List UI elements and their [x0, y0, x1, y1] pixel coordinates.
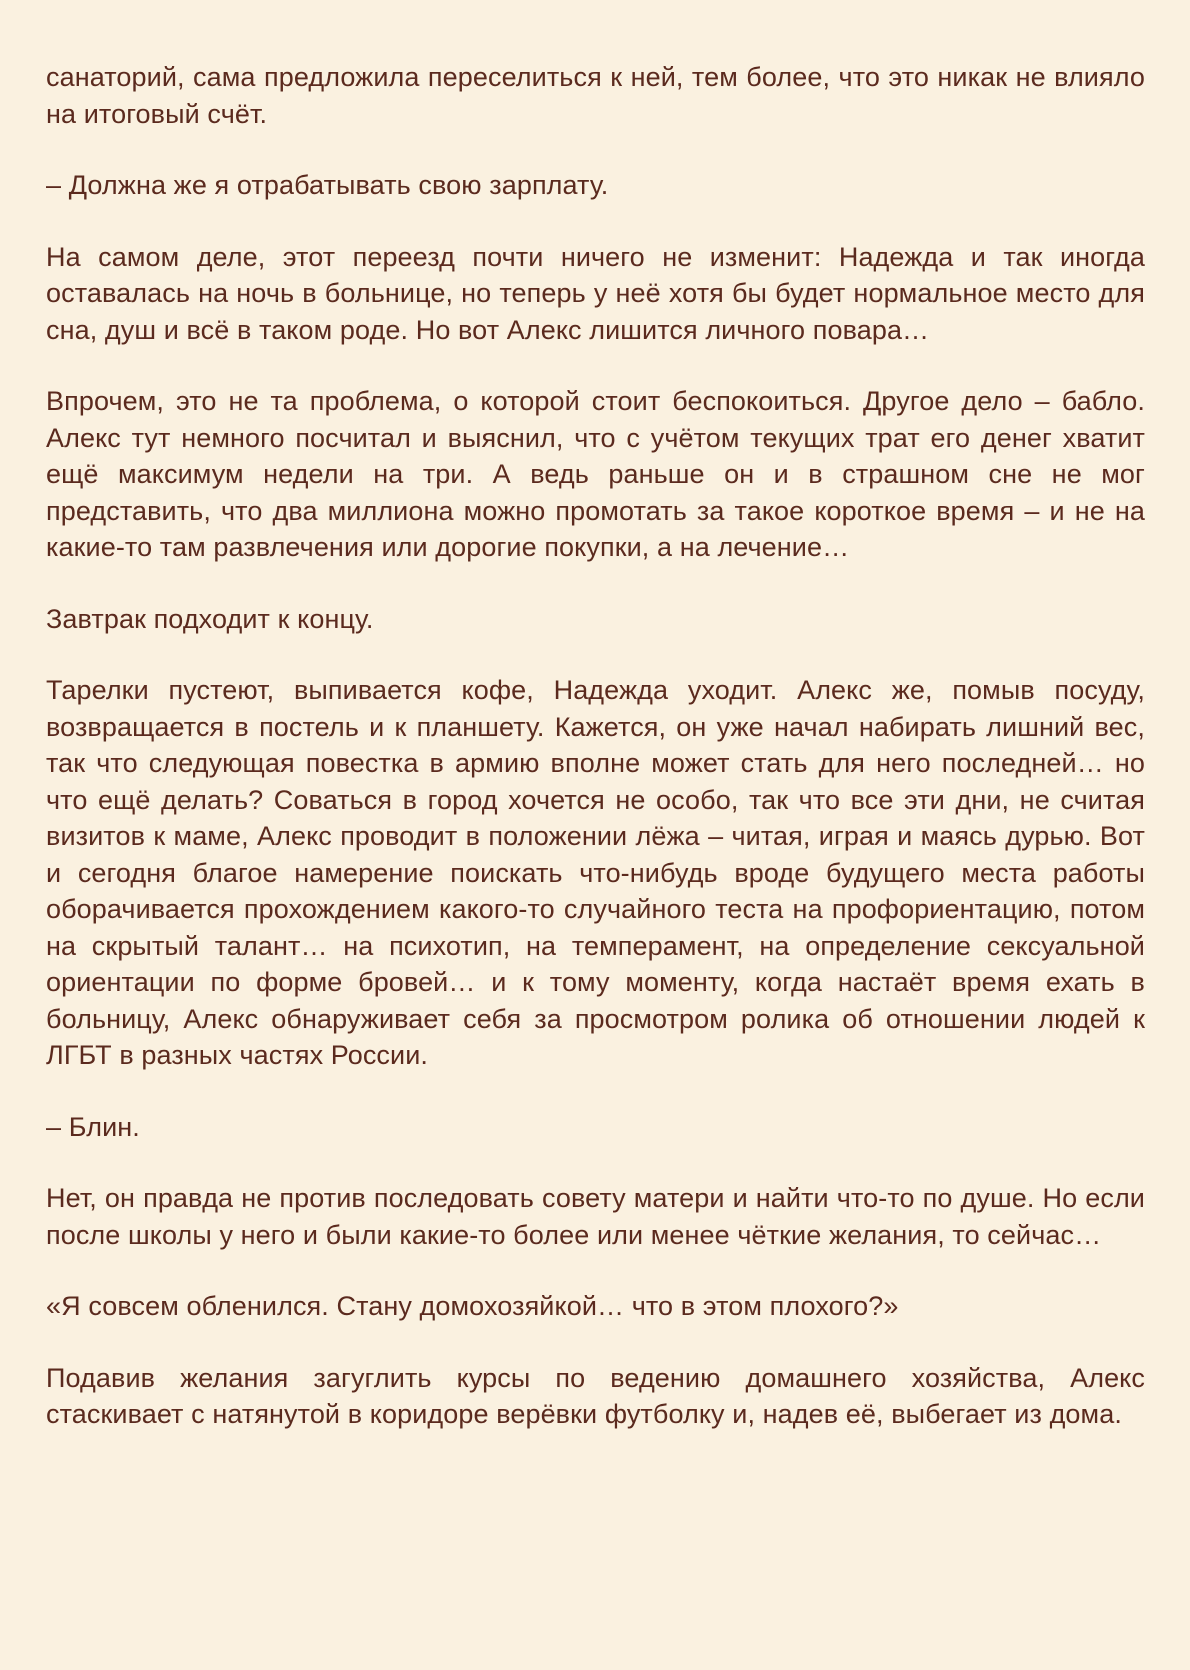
paragraph-2: – Должна же я отрабатывать свою зарплату. [46, 170, 609, 200]
paragraph-3: На самом деле, этот переезд почти ничего не изменит: Надежда и так иногда оставалась на ночь в больнице, но теперь у неё хотя бы будет нормальное место для сна, душ и всё в таком роде. Но вот Алекс лишится личного повара… [46, 241, 1145, 345]
paragraph-8: Нет, он правда не против последовать совету матери и найти что-то по душе. Но если после школы у него и были какие-то более или менее чёткие желания, то сейчас… [46, 1183, 1145, 1250]
paragraph-5: Завтрак подходит к концу. [46, 603, 374, 634]
paragraph-9: «Я совсем обленился. Стану домохозяйкой… что в этом плохого?» [46, 1291, 899, 1321]
paragraph-7: – Блин. [46, 1111, 140, 1142]
paragraph-10: Подавив желания загуглить курсы по ведению домашнего хозяйства, Алекс стаскивает с натянутой в коридоре верёвки футболку и, надев её, выбегает из дома. [46, 1362, 1145, 1429]
paragraph-6: Тарелки пустеют, выпивается кофе, Надежда уходит. Алекс же, помыв посуду, возвращается в постель и к планшету. Кажется, он уже начал набирать лишний вес, так что следующая повестка в армию вполне может стать для него последней… но что ещё делать? Соваться в город хочется не особо, так что все эти дни, не считая визитов к маме, Алекс проводит в положении лёжа – читая, играя и маясь дурью. Вот и сегодня благое намерение поискать что-нибудь вроде будущего места работы оборачивается прохождением какого-то случайного теста на профориентацию, потом на скрытый талант… на психотип, на темперамент, на определение сексуальной ориентации по форме бровей… и к тому моменту, когда настаёт время ехать в больницу, Алекс обнаруживает себя за просмотром ролика об отношении людей к ЛГБТ в разных частях России. [46, 675, 1145, 1070]
paragraph-4: Впрочем, это не та проблема, о которой стоит беспокоиться. Другое дело – бабло. Алекс тут немного посчитал и выяснил, что с учётом текущих трат его денег хватит ещё максимум недели на три. А ведь раньше он и в страшном сне не мог представить, что два миллиона можно промотать за такое короткое время – и не на какие-то там развлечения или дорогие покупки, а на лечение… [46, 386, 1145, 562]
paragraph-1: санаторий, сама предложила переселиться к ней, тем более, что это никак не влияло на итоговый счёт. [46, 62, 1145, 129]
